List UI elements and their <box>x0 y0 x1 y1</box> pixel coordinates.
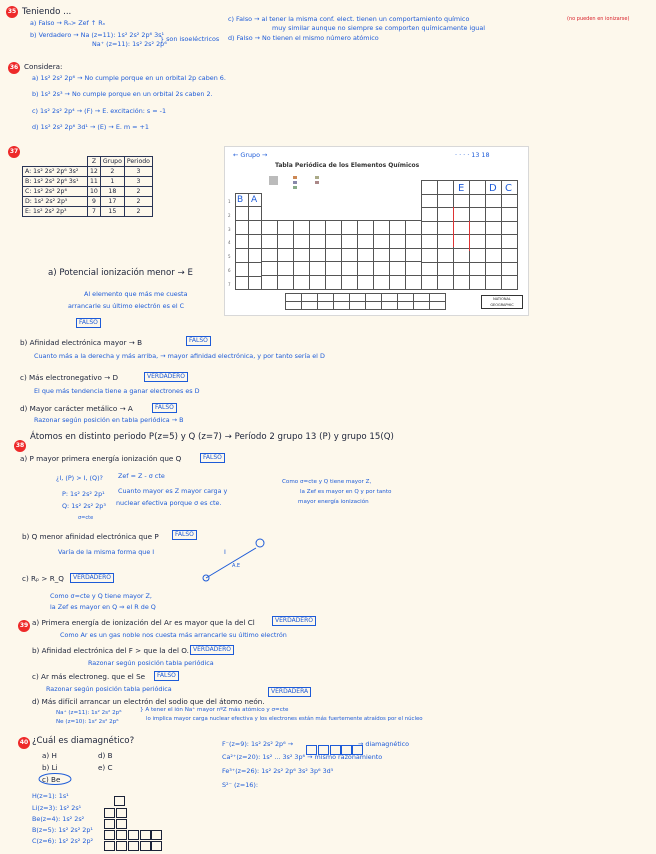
cell-z: 12 <box>88 167 101 177</box>
cell-period: 3 <box>124 177 152 187</box>
periodic-table-letter-a: A <box>251 195 258 205</box>
q35-answer-b-note: } son isoeléctricos <box>160 35 220 43</box>
cell-z: 7 <box>88 207 101 217</box>
table-row <box>23 197 153 207</box>
natgeo-logo: NATIONAL GEOGRAPHIC <box>481 295 523 309</box>
q38-answer-c-exp1: Como σ=cte y Q tiene mayor Z, <box>50 592 152 600</box>
q40-option-e: e) C <box>98 763 113 772</box>
q35-answer-b-line2: Na⁺ (z=11): 1s² 2s² 2p⁶ <box>92 40 167 48</box>
periodic-table-title: Tabla Periódica de los Elementos Químicos <box>275 162 420 169</box>
q39-answer-d-box: VERDADERA <box>268 687 311 697</box>
q40-right-f-result: → diamagnético <box>358 740 410 748</box>
q37-answer-a-exp2: arrancarle su último electrón es el C <box>68 302 185 310</box>
question-number-38: 38 <box>14 440 26 452</box>
cell-config: D: 1s² 2s² 2p⁵ <box>23 197 88 207</box>
q40-option-d: d) B <box>98 751 113 760</box>
q38-answer-a-exp3: Como σ=cte y Q tiene mayor Z, <box>282 479 372 485</box>
cell-config: A: 1s² 2s² 2p⁶ 3s² <box>23 167 88 177</box>
q37-answer-a: a) Potencial ionización menor → E <box>48 268 193 278</box>
q39-answer-c-box: FALSO <box>154 671 179 681</box>
trend-arrow-diagram <box>196 536 266 586</box>
q36-item-b: b) 1s² 2s³ → No cumple porque en un orbital 2s caben 2. <box>32 90 213 98</box>
q39-answer-a-box: VERDADERO <box>272 616 316 626</box>
q36-title: Considera: <box>24 62 63 71</box>
q39-answer-b: b) Afinidad electrónica del F > que la del O. <box>32 646 189 655</box>
q39-answer-c-exp: Razonar según posición tabla periódica <box>46 685 172 693</box>
q38-answer-b-box: FALSO <box>172 530 197 540</box>
cell-group: 18 <box>100 187 124 197</box>
q35-title: Teniendo ... <box>22 7 72 17</box>
q35-answer-a: a) Falso → Rₙ> Zef ↑ Rₙ <box>30 19 106 27</box>
q37-answer-d-box: FALSO <box>152 403 177 413</box>
q35-answer-c-note: (no pueden en ionizarse) <box>567 16 630 22</box>
cell-config: B: 1s² 2s² 2p⁶ 3s¹ <box>23 177 88 187</box>
q37-answer-b-box: FALSO <box>186 336 211 346</box>
q39-answer-d: d) Más difícil arrancar un electrón del sodio que del átomo neón. <box>32 697 265 706</box>
q39-answer-d-exp2: lo implica mayor carga nuclear efectiva y los electrones están más fuertemente atraídos por el núcleo <box>146 716 423 722</box>
periodic-table-letter-b: B <box>237 195 244 205</box>
q39-answer-d-ne: Ne (z=10): 1s² 2s² 2p⁶ <box>56 719 119 725</box>
periodic-table-group-numbers: · · · · 13 18 <box>455 151 490 159</box>
periodic-table-d-block <box>261 220 422 290</box>
q37-answer-a-box: FALSO <box>76 318 101 328</box>
q39-answer-a: a) Primera energía de ionización del Ar es mayor que la del Cl <box>32 618 255 627</box>
cell-z: 11 <box>88 177 101 187</box>
q38-answer-a-zef: Zef = Z - σ cte <box>118 472 165 480</box>
periodic-table-letter-e: E <box>458 183 465 194</box>
cell-group: 1 <box>100 177 124 187</box>
question-number-37: 37 <box>8 146 20 158</box>
q37-answer-d: d) Mayor carácter metálico → A <box>20 404 133 413</box>
periodic-table-legend <box>269 176 339 194</box>
cell-config: C: 1s² 2s² 2p⁶ <box>23 187 88 197</box>
table-header-period: Periodo <box>124 157 152 167</box>
q36-item-a: a) 1s² 2s² 2p⁶ → No cumple porque en un orbital 2p caben 6. <box>32 74 226 82</box>
selected-answer-circle <box>37 772 73 786</box>
q40-title: ¿Cuál es diamagnético? <box>32 736 135 746</box>
periodic-table-image <box>224 146 529 316</box>
question-number-35: 35 <box>6 6 18 18</box>
cell-group: 2 <box>100 167 124 177</box>
q38-answer-b-exp: Varía de la misma forma que I <box>58 548 155 556</box>
q38-answer-c-exp2: la Zef es mayor en Q ⇒ el R de Q <box>50 603 156 611</box>
q38-answer-a-q: Q: 1s² 2s² 2p³ <box>62 502 106 510</box>
q37-answer-d-exp: Razonar según posición en tabla periódica → B <box>34 416 184 424</box>
orbital-diagram-c <box>104 835 162 854</box>
periodic-table-period-numbers: 1 2 3 4 5 6 7 <box>228 199 231 287</box>
table-header-empty <box>23 157 88 167</box>
table-row <box>23 187 153 197</box>
cell-z: 9 <box>88 197 101 207</box>
q38-answer-a-p: P: 1s² 2s² 2p¹ <box>62 490 105 498</box>
q40-option-a: a) H <box>42 751 57 760</box>
q38-answer-a: a) P mayor primera energía ionización que Q <box>20 454 182 463</box>
trend-label-ae: A.E <box>232 563 241 569</box>
periodic-table-s-block <box>235 193 262 290</box>
q38-answer-a-question: ¿I, (P) > I, (Q)? <box>56 474 103 482</box>
q39-answer-a-exp: Como Ar es un gas noble nos cuesta más arrancarle su último electrón <box>60 631 287 639</box>
periodic-table-letter-d: D <box>489 183 497 194</box>
q38-answer-b: b) Q menor afinidad electrónica que P <box>22 532 159 541</box>
q38-answer-a-cte: σ=cte <box>78 515 94 521</box>
q40-config-li: Li(z=3): 1s² 2s¹ <box>32 804 82 812</box>
q40-right-ca: Ca²⁺(z=20): 1s² ... 3s² 3p⁶ → mismo razonamiento <box>222 753 383 761</box>
q38-title: Átomos en distinto periodo P(z=5) y Q (z=7) → Período 2 grupo 13 (P) y grupo 15(Q) <box>30 432 394 442</box>
q40-option-c: c) Be <box>42 775 61 784</box>
q40-config-h: H(z=1): 1s¹ <box>32 792 69 800</box>
q40-right-fe: Fe³⁺(z=26): 1s² 2s² 2p⁶ 3s² 3p⁶ 3d⁵ <box>222 767 334 775</box>
q38-answer-c: c) Rₚ > R_Q <box>22 574 64 583</box>
cell-group: 15 <box>100 207 124 217</box>
periodic-table-group-arrow: ← Grupo → <box>233 151 268 159</box>
q37-answer-c-box: VERDADERO <box>144 372 188 382</box>
q40-right-s: S²⁻ (z=16): <box>222 781 259 789</box>
periodic-table-f-block <box>285 293 446 310</box>
q40-config-b: B(z=5): 1s² 2s² 2p¹ <box>32 826 93 834</box>
q40-config-be: Be(z=4): 1s² 2s² <box>32 815 85 823</box>
element-config-table <box>22 156 153 217</box>
q38-answer-a-exp5: mayor energía ionización <box>298 499 369 505</box>
trend-label-i: I <box>224 548 226 556</box>
q37-answer-b-exp: Cuanto más a la derecha y más arriba, → mayor afinidad electrónica, y por tanto sería el D <box>34 352 325 360</box>
q35-answer-d: d) Falso → No tienen el mismo número atómico <box>228 34 379 42</box>
q36-item-c: c) 1s² 2s² 2p⁴ → (F) → E. excitación: s = -1 <box>32 107 167 115</box>
cell-group: 17 <box>100 197 124 207</box>
q39-answer-c: c) Ar más electroneg. que el Se <box>32 672 146 681</box>
table-row <box>23 177 153 187</box>
q38-answer-a-box: FALSO <box>200 453 225 463</box>
cell-z: 10 <box>88 187 101 197</box>
table-row <box>23 207 153 217</box>
q37-answer-a-exp1: Al elemento que más me cuesta <box>84 290 188 298</box>
cell-config: E: 1s² 2s² 2p³ <box>23 207 88 217</box>
q39-answer-b-box: VERDADERO <box>190 645 234 655</box>
question-number-36: 36 <box>8 62 20 74</box>
q37-answer-c-exp: El que más tendencia tiene a ganar electrones es D <box>34 387 200 395</box>
q38-answer-a-exp1: Cuanto mayor es Z mayor carga y <box>118 487 228 495</box>
q38-answer-a-exp4: la Zef es mayor en Q y por tanto <box>300 489 392 495</box>
q40-config-c: C(z=6): 1s² 2s² 2p² <box>32 837 94 845</box>
q39-answer-d-na: Na⁺ (z=11): 1s² 2s² 2p⁶ <box>56 710 122 716</box>
q37-answer-c: c) Más electronegativo → D <box>20 373 119 382</box>
q40-right-f: F⁻(z=9): 1s² 2s² 2p⁶ → <box>222 740 294 748</box>
cell-period: 2 <box>124 187 152 197</box>
q35-answer-c-line2: muy similar aunque no siempre se comporten químicamente igual <box>272 24 486 32</box>
q38-answer-a-exp2: nuclear efectiva porque σ es cte. <box>116 499 222 507</box>
table-row <box>23 167 153 177</box>
q40-option-b: b) Li <box>42 763 58 772</box>
q37-answer-b: b) Afinidad electrónica mayor → B <box>20 338 142 347</box>
table-header-z: Z <box>88 157 101 167</box>
cell-period: 2 <box>124 207 152 217</box>
q36-item-d: d) 1s² 2s² 2p⁶ 3d¹ → (E) → E. m = +1 <box>32 123 149 131</box>
q35-answer-c: c) Falso → al tener la misma conf. elect. tienen un comportamiento químico <box>228 15 470 23</box>
cell-period: 3 <box>124 167 152 177</box>
q38-answer-c-box: VERDADERO <box>70 573 114 583</box>
question-number-39: 39 <box>18 620 30 632</box>
q39-answer-b-exp: Razonar según posición tabla periódica <box>88 659 214 667</box>
periodic-table-letter-c: C <box>505 183 512 194</box>
cell-period: 2 <box>124 197 152 207</box>
q39-answer-d-exp1: } A tener el ión Na⁺ mayor nºZ más atómico y σ=cte <box>140 707 289 713</box>
question-number-40: 40 <box>18 737 30 749</box>
q35-answer-b: b) Verdadero → Na (z=11): 1s² 2s² 2p⁶ 3s¹ <box>30 31 165 39</box>
table-header-group: Grupo <box>100 157 124 167</box>
